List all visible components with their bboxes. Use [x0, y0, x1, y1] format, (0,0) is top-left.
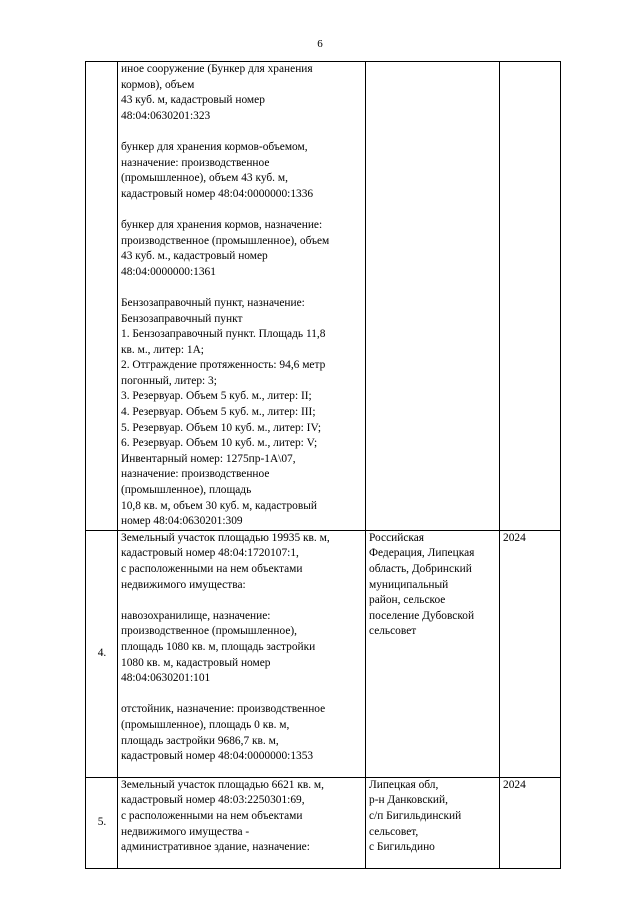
description-line: кормов), объем	[121, 78, 195, 91]
description-line: производственное (промышленное),	[121, 625, 298, 638]
description-paragraph	[121, 140, 363, 202]
location-line: р-н Данковский,	[369, 794, 448, 807]
description-line: недвижимого имущества -	[121, 825, 250, 838]
property-table	[85, 61, 561, 869]
property-description	[118, 777, 366, 868]
property-location	[366, 530, 500, 777]
description-line: 10,8 кв. м, объем 30 куб. м, кадастровый	[121, 499, 318, 512]
description-line: 1. Бензозаправочный пункт. Площадь 11,8	[121, 328, 326, 341]
location-line: сельсовет,	[369, 825, 419, 838]
page-number: 6	[317, 38, 323, 50]
description-line: кв. м., литер: 1А;	[121, 343, 204, 356]
description-paragraph	[121, 609, 363, 687]
description-paragraph	[121, 218, 363, 280]
description-line: Земельный участок площадью 6621 кв. м,	[121, 778, 324, 791]
location-line: с Бигильдино	[369, 841, 435, 854]
description-line: погонный, литер: 3;	[121, 374, 217, 387]
description-line: 48:04:0630201:101	[121, 672, 211, 685]
row-number: 5.	[86, 777, 118, 868]
table-row	[86, 530, 561, 777]
property-description	[118, 62, 366, 531]
property-location	[366, 62, 500, 531]
description-paragraph	[121, 296, 363, 530]
description-line: Бензозаправочный пункт, назначение:	[121, 296, 305, 309]
table-row	[86, 777, 561, 868]
description-line: кадастровый номер 48:04:0000000:1353	[121, 750, 314, 763]
location-line: муниципальный	[369, 578, 449, 591]
year: 2024	[500, 530, 561, 777]
description-line: площадь застройки 9686,7 кв. м,	[121, 734, 279, 747]
description-line: 43 куб. м., кадастровый номер	[121, 250, 268, 263]
description-line: назначение: производственное	[121, 156, 270, 169]
property-description	[118, 530, 366, 777]
description-line: номер 48:04:0630201:309	[121, 515, 243, 528]
location-line: Российская	[369, 531, 425, 544]
description-line: с расположенными на нем объектами	[121, 563, 303, 575]
description-line: иное сооружение (Бункер для хранения	[121, 63, 313, 75]
description-line: 6. Резервуар. Объем 10 куб. м., литер: V;	[121, 437, 318, 450]
location-line: район, сельское	[369, 594, 446, 607]
description-line: 4. Резервуар. Объем 5 куб. м., литер: III;	[121, 406, 316, 419]
description-line: Инвентарный номер: 1275пр-1А\07,	[121, 452, 296, 465]
description-line: отстойник, назначение: производственное	[121, 703, 326, 716]
year	[500, 62, 561, 531]
description-paragraph	[121, 702, 363, 764]
property-location	[366, 777, 500, 868]
location-line: сельсовет	[369, 625, 417, 638]
description-line: (промышленное), объем 43 куб. м,	[121, 172, 288, 185]
description-line: кадастровый номер 48:04:0000000:1336	[121, 187, 314, 200]
description-line: недвижимого имущества:	[121, 578, 246, 591]
description-line: административное здание, назначение:	[121, 841, 310, 854]
row-number	[86, 62, 118, 531]
description-line: площадь 1080 кв. м, площадь застройки	[121, 640, 316, 653]
description-line: (промышленное), площадь	[121, 484, 252, 497]
description-line: кадастровый номер 48:03:2250301:69,	[121, 794, 305, 807]
description-line: бункер для хранения кормов, назначение:	[121, 218, 323, 231]
description-line: кадастровый номер 48:04:1720107:1,	[121, 547, 299, 560]
location-line: Федерация, Липецкая	[369, 547, 475, 560]
description-line: Бензозаправочный пункт	[121, 312, 243, 325]
description-line: 1080 кв. м, кадастровый номер	[121, 656, 271, 669]
table-row	[86, 62, 561, 531]
description-paragraph	[121, 531, 363, 593]
description-line: производственное (промышленное), объем	[121, 234, 330, 247]
description-line: 2. Отграждение протяженность: 94,6 метр	[121, 359, 326, 372]
description-line: (промышленное), площадь 0 кв. м,	[121, 718, 290, 731]
description-line: 43 куб. м, кадастровый номер	[121, 94, 265, 107]
description-line: 3. Резервуар. Объем 5 куб. м., литер: II;	[121, 390, 312, 403]
description-paragraph	[121, 778, 363, 856]
location-line: с/п Бигильдинский	[369, 809, 462, 822]
row-number: 4.	[86, 530, 118, 777]
description-line: Земельный участок площадью 19935 кв. м,	[121, 531, 330, 544]
description-line: назначение: производственное	[121, 468, 270, 481]
location-line: Липецкая обл,	[369, 778, 439, 791]
description-line: 5. Резервуар. Объем 10 куб. м., литер: IV;	[121, 421, 321, 434]
description-line: с расположенными на нем объектами	[121, 809, 303, 822]
year: 2024	[500, 777, 561, 868]
description-line: 48:04:0630201:323	[121, 109, 211, 122]
description-line: навозохранилище, назначение:	[121, 609, 271, 622]
location-line: поселение Дубовской	[369, 609, 475, 622]
description-line: 48:04:0000000:1361	[121, 265, 216, 278]
description-line: бункер для хранения кормов-объемом,	[121, 140, 308, 153]
description-paragraph	[121, 62, 363, 124]
location-line: область, Добринский	[369, 563, 472, 575]
